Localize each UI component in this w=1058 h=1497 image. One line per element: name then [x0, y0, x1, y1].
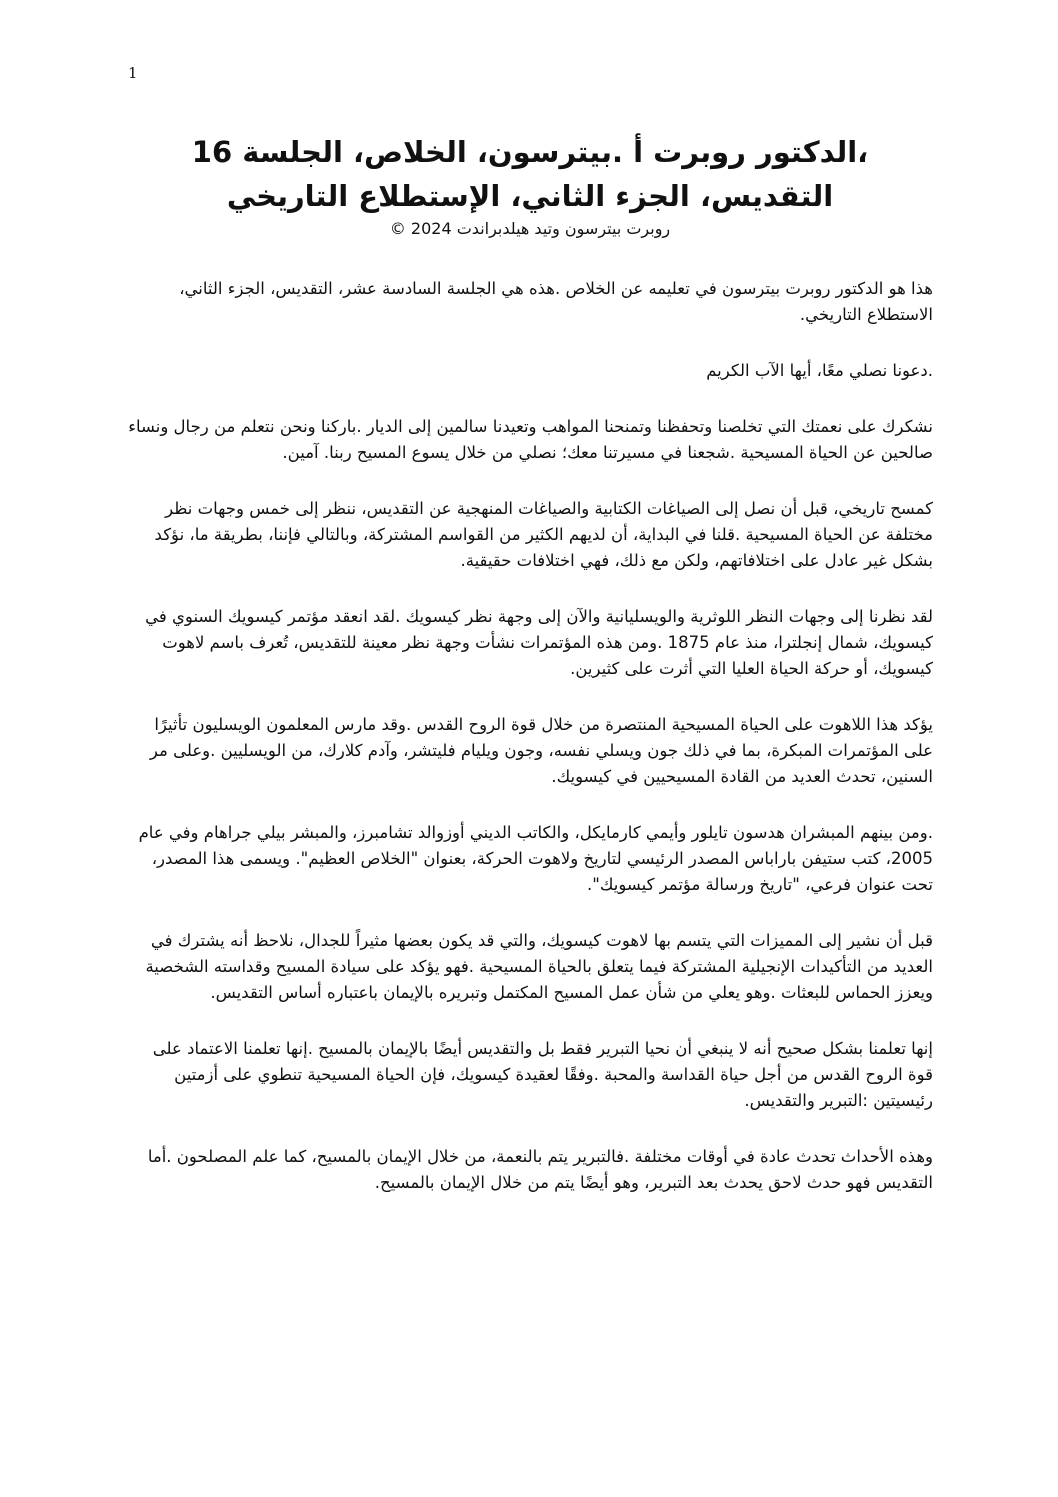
paragraph: يؤكد هذا اللاهوت على الحياة المسيحية المنتصرة من خلال قوة الروح القدس .وقد مارس المعلمون الويسليون تأثيرًا على المؤتمرات المبكرة، بما في ذلك جون ويسلي نفسه، وجون ويليام فليتشر، وآدم كلارك، من الويسليين .وعلى مر السنين، تحدث العديد من القادة المسيحيين في كيسويك.: [149, 715, 933, 786]
paragraph: هذا هو الدكتور روبرت بيترسون في تعليمه عن الخلاص .هذه هي الجلسة السادسة عشر، التقديس، الجزء الثاني، الاستطلاع التاريخي.: [179, 279, 933, 324]
paragraph: .دعونا نصلي معًا، أيها الآب الكريم: [706, 361, 933, 380]
document-header: [140, 130, 920, 240]
paragraph: .ومن بينهم المبشران هدسون تايلور وأيمي كارمايكل، والكاتب الديني أوزوالد تشامبرز، والمبشر بيلي جراهام وفي عام 2005، كتب ستيفن باراباس المصدر الرئيسي لتاريخ ولاهوت الحركة، بعنوان "الخلاص العظيم". ويسمى هذا المصدر، تحت عنوان فرعي، "تاريخ ورسالة مؤتمر كيسويك".: [138, 823, 933, 894]
paragraph: كمسح تاريخي، قبل أن نصل إلى الصياغات الكتابية والصياغات المنهجية عن التقديس، ننظر إلى خمس وجهات نظر مختلفة عن الحياة المسيحية .قلنا في البداية، أن لديهم الكثير من القواسم المشتركة، وبالتالي فإننا، بطريقة ما، نؤكد بشكل غير عادل على اختلافاتهم، ولكن مع ذلك، فهي اختلافات حقيقية.: [154, 499, 933, 570]
title-line-2: التقديس، الجزء الثاني، الإستطلاع التاريخي: [226, 179, 834, 213]
paragraph: إنها تعلمنا بشكل صحيح أنه لا ينبغي أن نحيا التبرير فقط بل والتقديس أيضًا بالإيمان بالمسيح .إنها تعلمنا الاعتماد على قوة الروح القدس من أجل حياة القداسة والمحبة .وفقًا لعقيدة كيسويك، فإن الحياة المسيحية تنطوي على أزمتين رئيسيتين :التبرير والتقديس.: [152, 1039, 933, 1110]
document-body: [128, 276, 933, 1226]
paragraph: قبل أن نشير إلى المميزات التي يتسم بها لاهوت كيسويك، والتي قد يكون بعضها مثيراً للجدال، نلاحظ أنه يشترك في العديد من التأكيدات الإنجيلية المشتركة فيما يتعلق بالحياة المسيحية .فهو يؤكد على سيادة المسيح وقداسته الشخصية ويعزز الحماس للبعثات .وهو يعلي من شأن عمل المسيح المكتمل وتبريره بالإيمان باعتباره أساس التقديس.: [145, 931, 933, 1002]
paragraph: لقد نظرنا إلى وجهات النظر اللوثرية والويسليانية والآن إلى وجهة نظر كيسويك .لقد انعقد مؤتمر كيسويك السنوي في كيسويك، شمال إنجلترا، منذ عام 1875 .ومن هذه المؤتمرات نشأت وجهة نظر معينة للتقديس، تُعرف باسم لاهوت كيسويك، أو حركة الحياة العليا التي أثرت على كثيرين.: [145, 607, 933, 678]
paragraph: نشكرك على نعمتك التي تخلصنا وتحفظنا وتمنحنا المواهب وتعيدنا سالمين إلى الديار .باركنا ونحن نتعلم من رجال ونساء صالحين عن الحياة المسيحية .شجعنا في مسيرتنا معك؛ نصلي من خلال يسوع المسيح ربنا. آمين.: [128, 417, 933, 462]
page-number: 1: [128, 64, 138, 82]
paragraph: وهذه الأحداث تحدث عادة في أوقات مختلفة .فالتبرير يتم بالنعمة، من خلال الإيمان بالمسيح، كما علم المصلحون .أما التقديس فهو حدث لاحق يحدث بعد التبرير، وهو أيضًا يتم من خلال الإيمان بالمسيح.: [147, 1147, 933, 1192]
title-line-1: ،الدكتور روبرت أ .بيترسون، الخلاص، الجلسة 16: [191, 135, 869, 169]
copyright-line: روبرت بيترسون وتيد هيلدبراندت 2024 ©: [389, 219, 671, 238]
